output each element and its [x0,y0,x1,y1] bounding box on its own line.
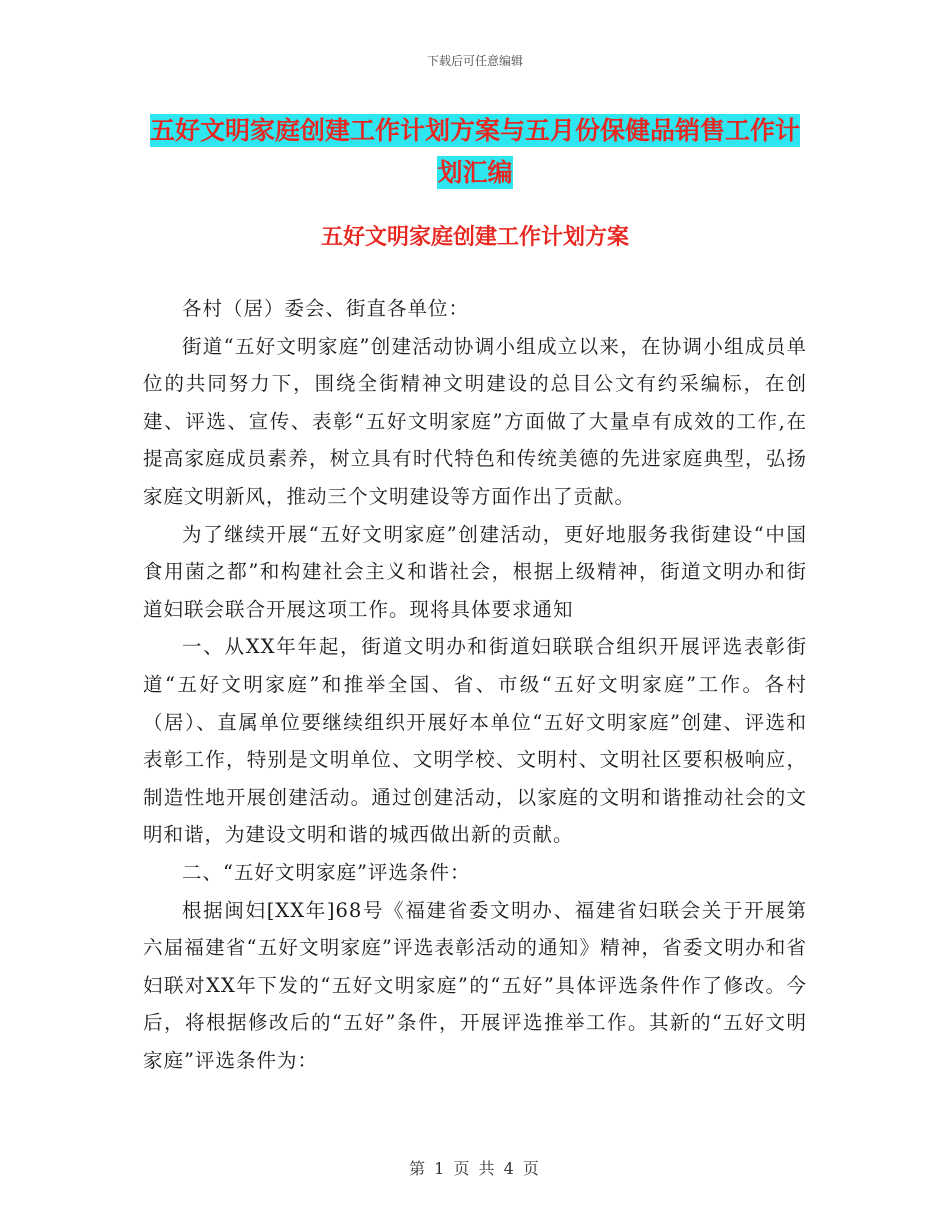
page-number: 第 1 页 共 4 页 [409,1159,541,1178]
paragraph-heading: 二、“五好文明家庭”评选条件： [182,860,471,884]
paragraph-salutation: 各村（居）委会、街直各单位： [182,297,470,320]
paragraph: 为了继续开展“五好文明家庭”创建活动，更好地服务我街建设“中国食用菌之都”和构建社会主义和谐社会，根据上级精神，街道文明办和街道妇联会联合开展这项工作。现将具体要求通知 [143,522,807,621]
document-title [140,110,810,194]
document-body [143,290,807,1079]
paragraph: 一、从XX年年起，街道文明办和街道妇联联合组织开展评选表彰街道“五好文明家庭”和推举全国、省、市级“五好文明家庭”工作。各村（居）、直属单位要继续组织开展好本单位“五好文明家庭”创建、评选和表彰工作，特别是文明单位、文明学校、文明村、文明社区要积极响应，制造性地开展创建活动。通过创建活动，以家庭的文明和谐推动社会的文明和谐，为建设文明和谐的城西做出新的贡献。 [143,635,807,847]
paragraph: 街道“五好文明家庭”创建活动协调小组成立以来，在协调小组成员单位的共同努力下，围绕全街精神文明建设的总目公文有约采编标，在创建、评选、宣传、表彰“五好文明家庭”方面做了大量卓有成效的工作,在提高家庭成员素养，树立具有时代特色和传统美德的先进家庭典型，弘扬家庭文明新风，推动三个文明建设等方面作出了贡献。 [143,334,807,508]
paragraph: 根据闽妇[XX年]68号《福建省委文明办、福建省妇联会关于开展第六届福建省“五好文明家庭”评选表彰活动的通知》精神，省委文明办和省妇联对XX年下发的“五好文明家庭”的“五好”具体评选条件作了修改。今后，将根据修改后的“五好”条件，开展评选推举工作。其新的“五好文明家庭”评选条件为： [143,898,807,1072]
document-title-text: 五好文明家庭创建工作计划方案与五月份保健品销售工作计划汇编 [149,116,800,187]
section-title: 五好文明家庭创建工作计划方案 [320,225,629,250]
header-note: 下载后可任意编辑 [426,54,523,68]
